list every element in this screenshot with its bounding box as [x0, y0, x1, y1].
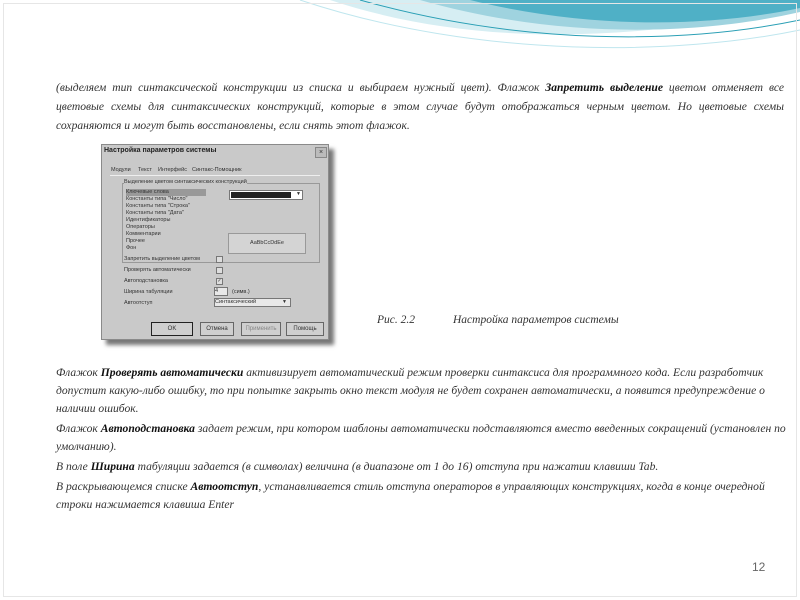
paragraph-check-auto — [56, 364, 786, 418]
autosubst-label: Автоподстановка — [124, 278, 168, 284]
intro-text: (выделяем тип синтаксической конструкции из списка и выбираем нужный цвет). Флажок — [56, 81, 546, 94]
text: задает режим, при котором шаблоны автоматически подставляются вместо введенных сокращений (установлен по умолчанию). — [56, 422, 786, 453]
paragraph-tab-width — [56, 458, 786, 476]
help-button: Помощь — [286, 322, 324, 336]
bold-term: Ширина — [90, 460, 135, 473]
text: Флажок — [56, 422, 101, 435]
tab-width-field: 4 — [214, 287, 228, 296]
intro-text-rest: цветом отменяет все цветовые схемы для синтаксических конструкций, которые в этом случае будут отображаться черным цветом. Но цветовые схемы сохраняются и могут быть восстановлены, если снять этот флажок. — [56, 81, 784, 132]
figure-number: Рис. 2.2 — [377, 314, 416, 326]
group-label: Выделение цветом синтаксических конструкций — [124, 179, 247, 185]
disable-highlight-checkbox — [216, 256, 223, 263]
autoindent-label: Автоотступ — [124, 300, 153, 306]
color-swatch — [231, 192, 291, 198]
tab-width-label: Ширина табуляции — [124, 289, 173, 295]
paragraph-autoindent — [56, 478, 786, 514]
bold-term: Автоподстановка — [100, 422, 195, 435]
list-item: Комментарии — [126, 231, 161, 237]
tab-interface: Интерфейс — [158, 167, 187, 173]
preview-text: AaBbCcDdEe — [228, 233, 306, 254]
intro-paragraph — [56, 78, 784, 135]
list-item: Идентификаторы — [126, 217, 171, 223]
chevron-down-icon: ▼ — [282, 299, 287, 305]
bold-term: Автоотступ — [190, 480, 259, 493]
settings-dialog-screenshot — [101, 144, 329, 340]
body-text — [56, 364, 786, 516]
text: В поле — [56, 460, 91, 473]
construct-list — [126, 189, 220, 253]
text: , устанавливается стиль отступа операторов в управляющих конструкциях, когда в конце очередной строки нажимается клавиша Enter — [56, 480, 765, 511]
list-item: Константы типа "Число" — [126, 196, 188, 202]
list-item: Операторы — [126, 224, 155, 230]
tab-modules: Модули — [111, 167, 131, 173]
text: табуляции задается (в символах) величина (в диапазоне от 1 до 16) отступа при нажатии клавиши Tab. — [134, 460, 659, 473]
page-number: 12 — [752, 560, 766, 574]
chevron-down-icon: ▼ — [296, 191, 301, 197]
tab-syntax-helper: Синтакс-Помощник — [192, 167, 242, 173]
intro-bold: Запретить выделение — [545, 81, 663, 94]
paragraph-autosubst — [56, 420, 786, 456]
figure-caption: Настройка параметров системы — [453, 314, 619, 326]
tab-text: Текст — [138, 167, 152, 173]
bold-term: Проверять автоматически — [100, 366, 244, 379]
check-auto-checkbox — [216, 267, 223, 274]
ok-button: OK — [151, 322, 193, 336]
disable-highlight-label: Запретить выделение цветом — [124, 256, 200, 262]
text: Флажок — [56, 366, 101, 379]
text: В раскрывающемся списке — [56, 480, 191, 493]
list-item: Ключевые слова — [126, 189, 206, 196]
check-auto-label: Проверять автоматически — [124, 267, 191, 273]
list-item: Константы типа "Строка" — [126, 203, 190, 209]
header-wave-decoration — [0, 0, 800, 70]
tab-width-unit: (симв.) — [232, 289, 250, 295]
autoindent-dropdown: Синтаксический — [214, 298, 291, 307]
autosubst-checkbox: ✓ — [217, 278, 222, 284]
list-item: Фон — [126, 245, 137, 251]
tab-divider — [110, 175, 320, 176]
list-item: Прочее — [126, 238, 145, 244]
close-icon: × — [315, 147, 327, 158]
dialog-title: Настройка параметров системы — [104, 147, 217, 154]
text: активизирует автоматический режим проверки синтаксиса для программного кода. Если разработчик допустит какую-либо ошибку, то при попытке закрыть окно текст модуля не будет сохранен автоматически, а появится предупреждение о наличии ошибок. — [56, 366, 765, 415]
color-dropdown — [229, 190, 303, 200]
list-item: Константы типа "Дата" — [126, 210, 184, 216]
apply-button: Применить — [241, 322, 281, 336]
cancel-button: Отмена — [200, 322, 234, 336]
